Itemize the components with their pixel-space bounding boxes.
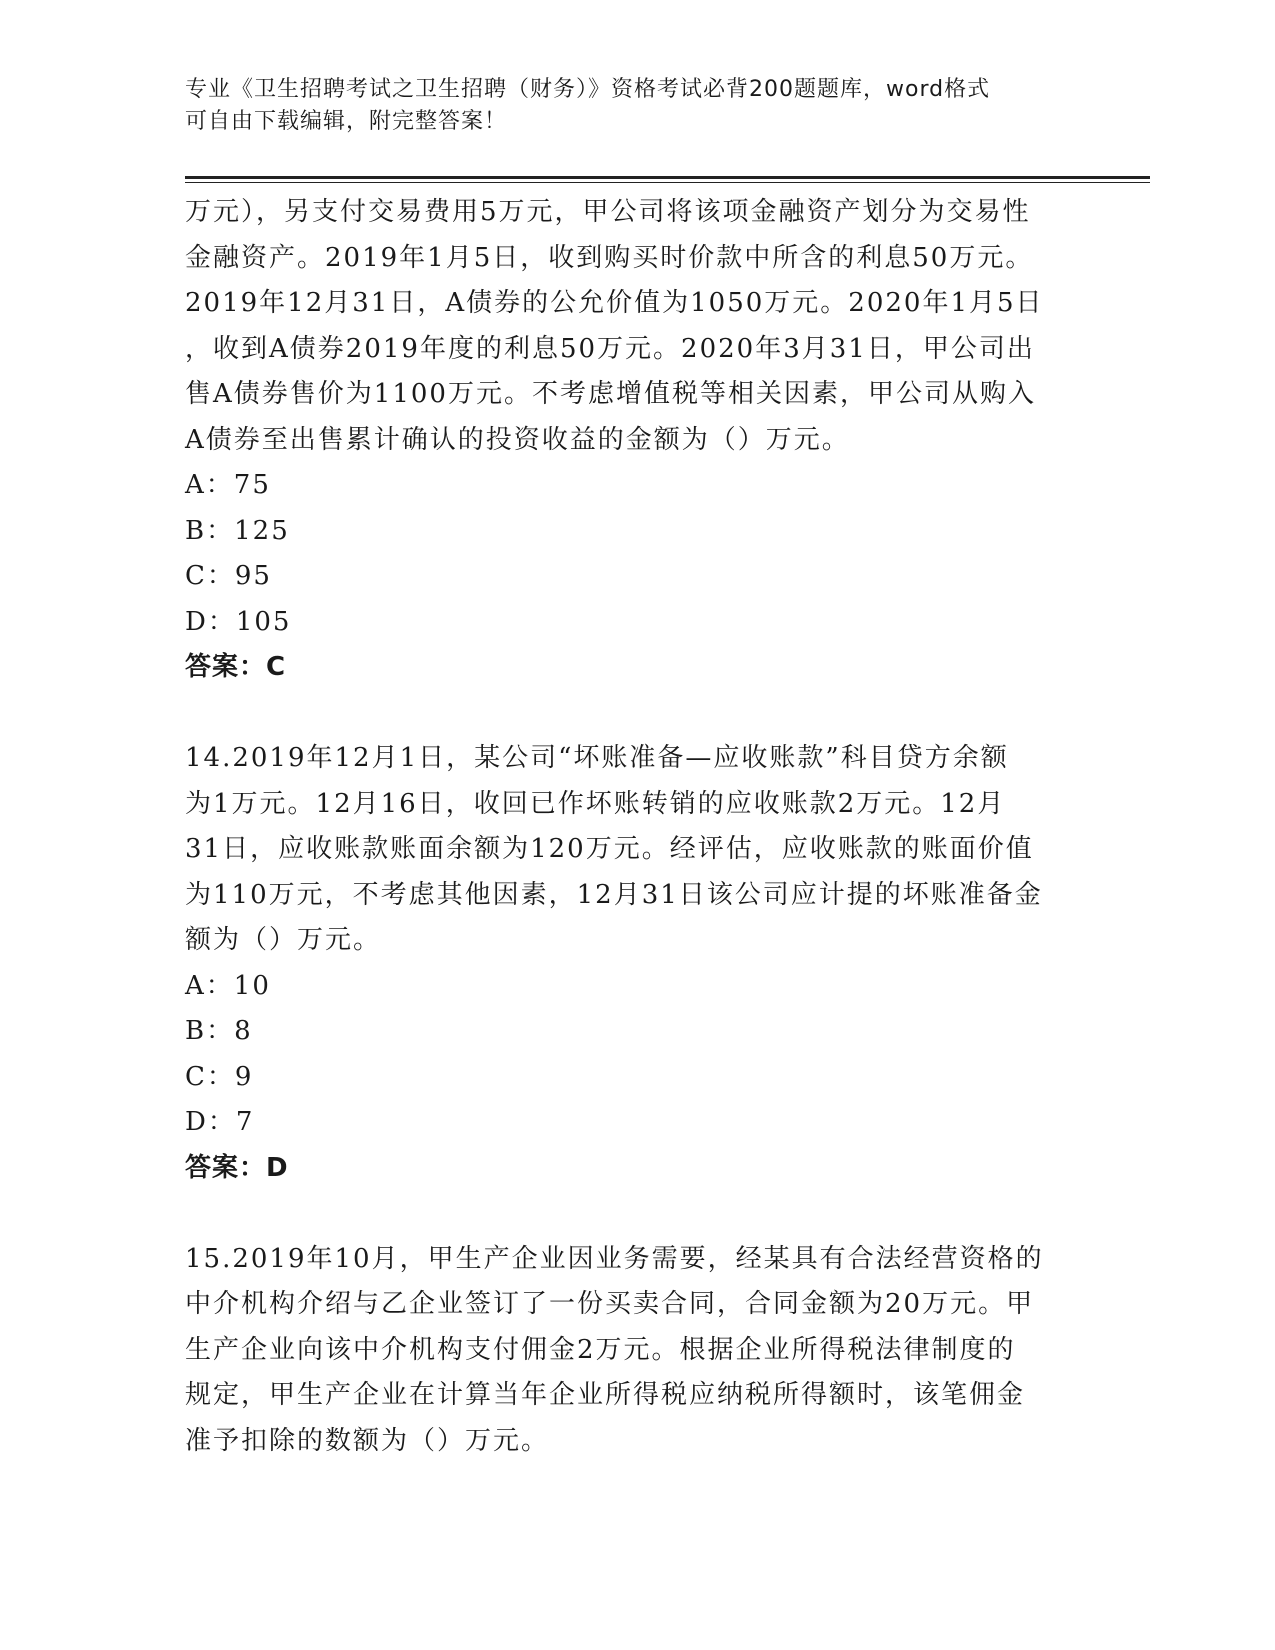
spacer [185, 1191, 1085, 1237]
question-text-line: 15.2019年10月，甲生产企业因业务需要，经某具有合法经营资格的 [185, 1243, 1044, 1274]
question-14 [185, 736, 1085, 1191]
option-b: B：125 [185, 515, 290, 546]
option-d: D：7 [185, 1107, 255, 1137]
question-text-line: 中介机构介绍与乙企业签订了一份买卖合同，合同金额为20万元。甲 [185, 1289, 1035, 1319]
option-b: B：8 [185, 1016, 253, 1046]
option-a: A：75 [185, 470, 271, 500]
page-header [185, 74, 1085, 138]
question-text-line: 准予扣除的数额为（）万元。 [185, 1425, 550, 1456]
question-text-line: 为1万元。12月16日，收回已作坏账转销的应收账款2万元。12月 [185, 788, 1006, 819]
question-text-line: 31日，应收账款账面余额为120万元。经评估，应收账款的账面价值 [185, 834, 1034, 864]
question-text-line: 2019年12月31日，A债券的公允价值为1050万元。2020年1月5日 [185, 288, 1044, 318]
question-text-line: 生产企业向该中介机构支付佣金2万元。根据企业所得税法律制度的 [185, 1334, 1016, 1365]
answer-label: 答案：C [185, 652, 287, 682]
question-text-line: 金融资产。2019年1月5日，收到购买时价款中所含的利息50万元。 [185, 242, 1034, 273]
option-a: A：10 [185, 970, 271, 1001]
answer-label: 答案：D [185, 1152, 289, 1183]
question-text-line: 额为（）万元。 [185, 925, 382, 955]
question-text-line: 14.2019年12月1日，某公司“坏账准备—应收账款”科目贷方余额 [185, 743, 1009, 773]
header-rule-thick [185, 176, 1150, 179]
question-text-line: 售A债券售价为1100万元。不考虑增值税等相关因素，甲公司从购入 [185, 379, 1036, 409]
question-15 [185, 1237, 1085, 1465]
question-text-line: A债券至出售累计确认的投资收益的金额为（）万元。 [185, 424, 850, 455]
question-13 [185, 190, 1085, 691]
option-c: C：95 [185, 561, 272, 591]
option-d: D：105 [185, 606, 292, 637]
header-line-1: 专业《卫生招聘考试之卫生招聘（财务）》资格考试必背200题题库，word格式 [185, 77, 991, 102]
spacer [185, 691, 1085, 737]
document-body [185, 190, 1085, 1464]
question-text-line: ，收到A债券2019年度的利息50万元。2020年3月31日，甲公司出 [185, 333, 1035, 364]
question-text-line: 万元），另支付交易费用5万元，甲公司将该项金融资产划分为交易性 [185, 197, 1031, 227]
header-rule-thin [185, 182, 1150, 183]
question-text-line: 规定，甲生产企业在计算当年企业所得税应纳税所得额时，该笔佣金 [185, 1380, 1026, 1410]
question-text-line: 为110万元，不考虑其他因素，12月31日该公司应计提的坏账准备金 [185, 879, 1043, 910]
header-line-2: 可自由下载编辑，附完整答案！ [185, 109, 508, 134]
option-c: C：9 [185, 1061, 254, 1092]
